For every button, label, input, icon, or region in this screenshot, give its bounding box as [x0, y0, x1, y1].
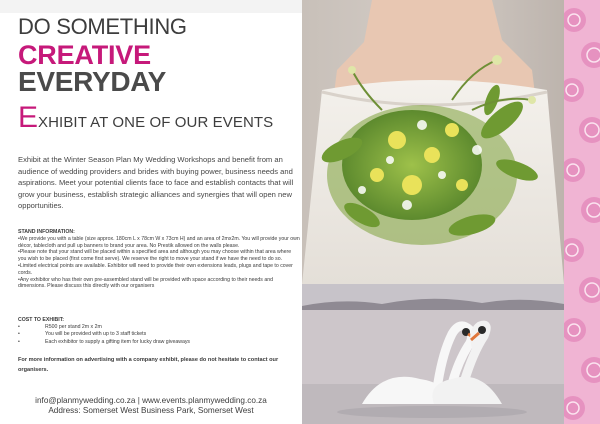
- swans-photo: [302, 284, 564, 424]
- headline-everyday: EVERYDAY: [18, 66, 167, 97]
- stand-information: [18, 229, 300, 290]
- roses-photo: [564, 0, 600, 424]
- stand-information-title: STAND INFORMATION:: [18, 229, 75, 235]
- email-link[interactable]: info@planmywedding.co.za: [35, 396, 136, 405]
- intro-paragraph: Exhibit at the Winter Season Plan My Wedding Workshops and benefit from an audience of wedding providers and brides with buying power, business needs and aspirations. Meet your potential clients face to face and establish contacts that will grow your business, establish strategic alliances and synergies that will open new opportunities.: [18, 155, 294, 211]
- website-link[interactable]: www.events.planmywedding.co.za: [142, 396, 267, 405]
- cost-bullet: •: [18, 338, 20, 345]
- contact-details: [0, 396, 302, 415]
- address-text: Address: Somerset West Business Park, Somerset West: [48, 405, 254, 415]
- cost-item: [18, 331, 300, 338]
- headline-creative: CREATIVE: [18, 40, 151, 70]
- contact-separator: |: [135, 396, 143, 405]
- cost-title: COST TO EXHIBIT:: [18, 317, 65, 323]
- headline-exhibit-initial: E: [18, 101, 39, 134]
- cost-item-text: R500 per stand 2m x 2m: [45, 324, 102, 331]
- bride-bouquet-photo: [302, 0, 564, 284]
- cost-item: [18, 339, 300, 346]
- more-info-text: For more information on advertising with a company exhibit, please do not hesitate to contact our organisers.: [18, 357, 279, 373]
- cost-to-exhibit: [18, 317, 300, 346]
- cost-item-text: Each exhibitor to supply a gifting item for lucky draw giveaways: [45, 338, 191, 345]
- headline-exhibit: [18, 101, 273, 135]
- top-strip: [0, 0, 302, 13]
- headline-line-1: DO SOMETHING: [18, 14, 187, 39]
- stand-bullet: •Any exhibitor who has their own pre-assembled stand will be provided with space according to their needs and dimensions. Please discuss this directly with our organisers: [18, 276, 273, 290]
- stand-bullet: •Please note that your stand will be placed within a specified area and although you may choose within that area where you wish to be placed (first come first serve). We reserve the right to move your stand if we have the need to do so.: [18, 249, 292, 263]
- stand-bullet: •We provide you with a table (size approx. 180cm L x 78cm W x 73cm H) and an area of 2mx2m. You will provide your own décor, tablecloth and pull up banners to brand your area. No Prestik allowed on the walls please.: [18, 235, 300, 249]
- stand-bullet: •Limited electrical points are available. Exhibitor will need to provide their own extensions leads, plugs and tape to cover cords.: [18, 262, 293, 276]
- headline-exhibit-rest: XHIBIT AT ONE OF OUR EVENTS: [38, 114, 274, 131]
- cost-item: [18, 324, 300, 331]
- cost-bullet: •: [18, 331, 20, 338]
- cost-bullet: •: [18, 324, 20, 331]
- cost-item-text: You will be provided with up to 3 staff tickets: [45, 331, 147, 338]
